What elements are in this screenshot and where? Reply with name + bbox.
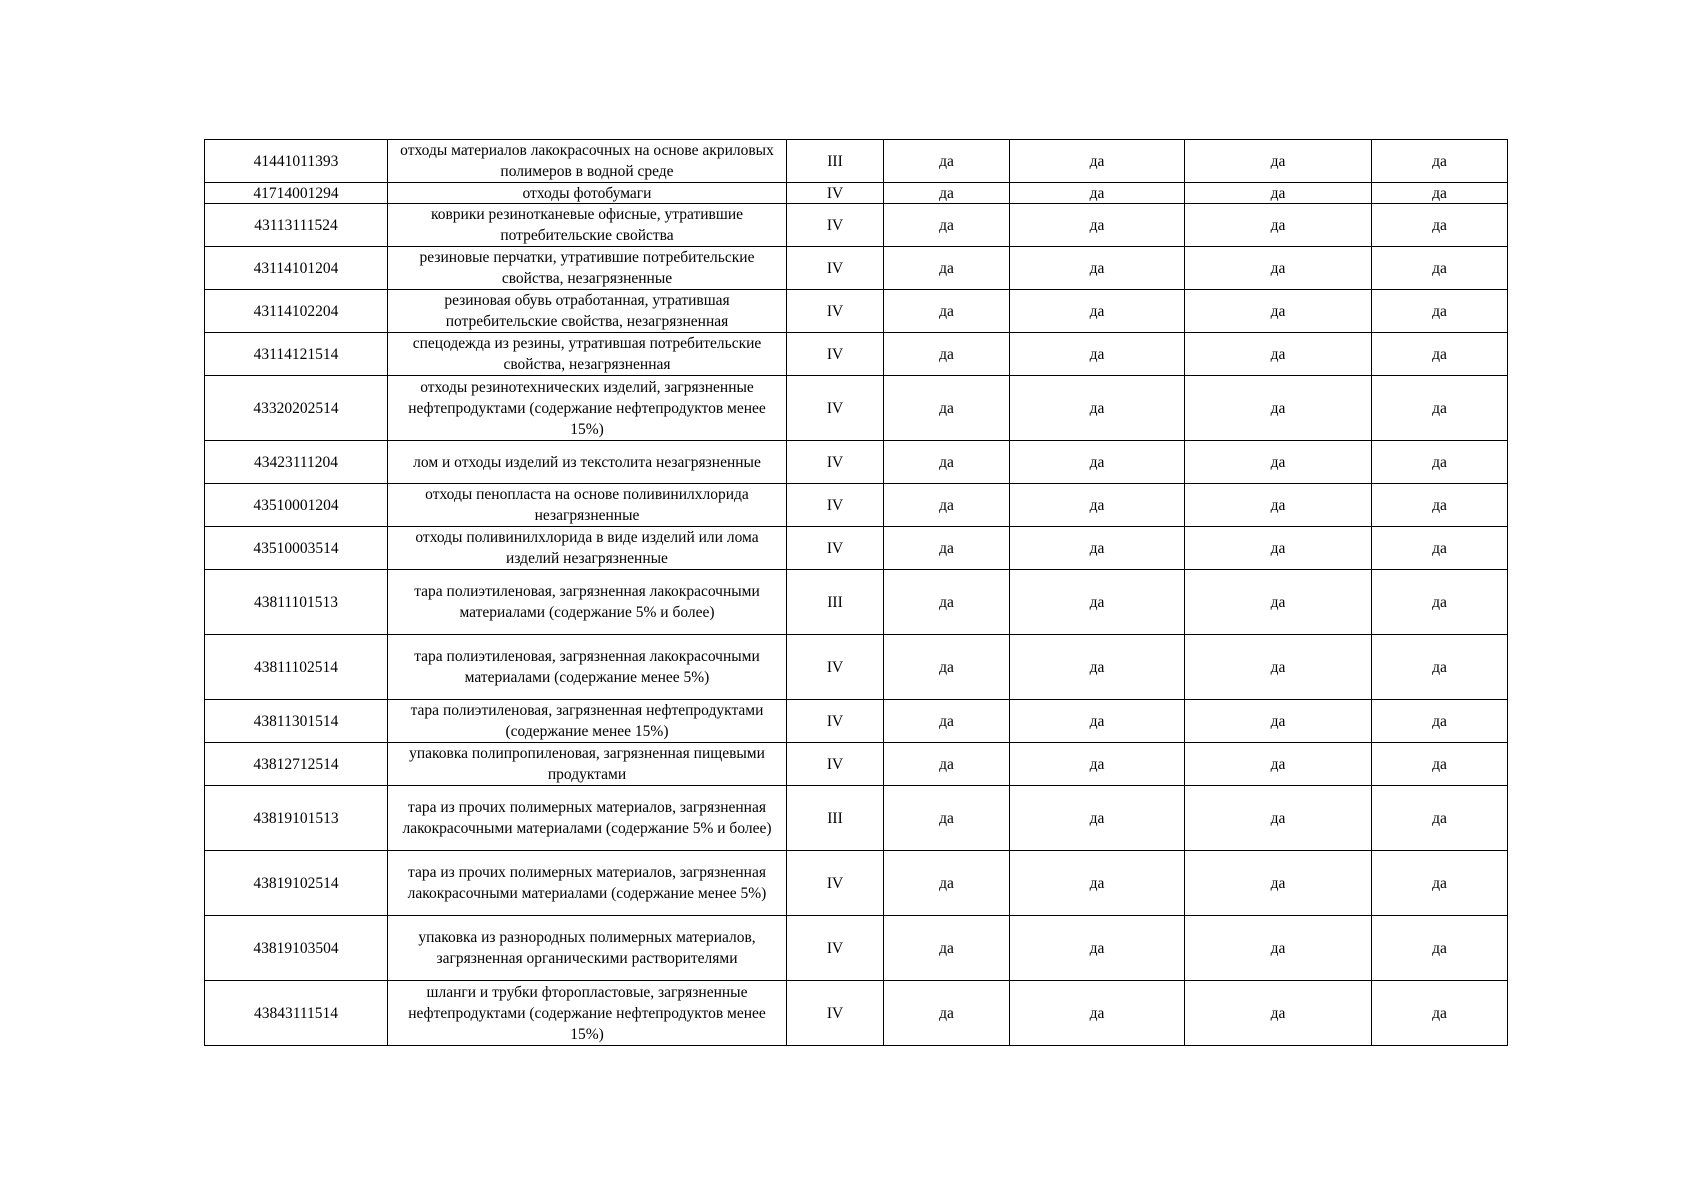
waste-name-cell: спецодежда из резины, утратившая потребительские свойства, незагрязненная	[388, 333, 787, 376]
flag-cell-4: да	[1372, 484, 1508, 527]
hazard-class-cell: IV	[787, 743, 884, 786]
hazard-class-cell: IV	[787, 635, 884, 700]
waste-code-cell: 43423111204	[205, 441, 388, 484]
waste-code-cell: 43114121514	[205, 333, 388, 376]
flag-cell-3: да	[1185, 441, 1372, 484]
flag-cell-2: да	[1010, 247, 1185, 290]
table-row	[205, 981, 1508, 1046]
hazard-class-cell: IV	[787, 290, 884, 333]
flag-cell-1: да	[884, 441, 1010, 484]
hazard-class-cell: IV	[787, 183, 884, 204]
flag-cell-2: да	[1010, 851, 1185, 916]
flag-cell-2: да	[1010, 183, 1185, 204]
flag-cell-4: да	[1372, 851, 1508, 916]
flag-cell-2: да	[1010, 204, 1185, 247]
waste-name-cell: лом и отходы изделий из текстолита незагрязненные	[388, 441, 787, 484]
table-row	[205, 376, 1508, 441]
flag-cell-3: да	[1185, 981, 1372, 1046]
flag-cell-1: да	[884, 851, 1010, 916]
flag-cell-3: да	[1185, 743, 1372, 786]
flag-cell-2: да	[1010, 484, 1185, 527]
waste-code-cell: 43114101204	[205, 247, 388, 290]
flag-cell-4: да	[1372, 981, 1508, 1046]
flag-cell-4: да	[1372, 743, 1508, 786]
waste-code-cell: 43510003514	[205, 527, 388, 570]
waste-code-cell: 43819101513	[205, 786, 388, 851]
hazard-class-cell: III	[787, 786, 884, 851]
waste-name-cell: шланги и трубки фторопластовые, загрязненные нефтепродуктами (содержание нефтепродуктов менее 15%)	[388, 981, 787, 1046]
flag-cell-3: да	[1185, 183, 1372, 204]
flag-cell-3: да	[1185, 916, 1372, 981]
table-row	[205, 441, 1508, 484]
flag-cell-4: да	[1372, 570, 1508, 635]
hazard-class-cell: IV	[787, 204, 884, 247]
flag-cell-1: да	[884, 140, 1010, 183]
waste-table	[204, 139, 1508, 1046]
flag-cell-1: да	[884, 247, 1010, 290]
hazard-class-cell: IV	[787, 527, 884, 570]
flag-cell-1: да	[884, 333, 1010, 376]
hazard-class-cell: IV	[787, 916, 884, 981]
flag-cell-4: да	[1372, 376, 1508, 441]
flag-cell-4: да	[1372, 527, 1508, 570]
flag-cell-3: да	[1185, 700, 1372, 743]
flag-cell-3: да	[1185, 851, 1372, 916]
flag-cell-1: да	[884, 743, 1010, 786]
waste-name-cell: коврики резинотканевые офисные, утратившие потребительские свойства	[388, 204, 787, 247]
table-row	[205, 527, 1508, 570]
flag-cell-3: да	[1185, 290, 1372, 333]
flag-cell-2: да	[1010, 333, 1185, 376]
flag-cell-4: да	[1372, 290, 1508, 333]
flag-cell-2: да	[1010, 290, 1185, 333]
waste-name-cell: отходы резинотехнических изделий, загрязненные нефтепродуктами (содержание нефтепродуктов менее 15%)	[388, 376, 787, 441]
table-row	[205, 140, 1508, 183]
flag-cell-1: да	[884, 786, 1010, 851]
flag-cell-2: да	[1010, 786, 1185, 851]
flag-cell-2: да	[1010, 743, 1185, 786]
waste-name-cell: тара из прочих полимерных материалов, загрязненная лакокрасочными материалами (содержание 5% и более)	[388, 786, 787, 851]
waste-name-cell: отходы поливинилхлорида в виде изделий или лома изделий незагрязненные	[388, 527, 787, 570]
waste-code-cell: 43811102514	[205, 635, 388, 700]
hazard-class-cell: III	[787, 570, 884, 635]
waste-name-cell: тара полиэтиленовая, загрязненная нефтепродуктами (содержание менее 15%)	[388, 700, 787, 743]
table-row	[205, 635, 1508, 700]
flag-cell-3: да	[1185, 376, 1372, 441]
flag-cell-2: да	[1010, 700, 1185, 743]
waste-name-cell: резиновые перчатки, утратившие потребительские свойства, незагрязненные	[388, 247, 787, 290]
flag-cell-1: да	[884, 700, 1010, 743]
flag-cell-1: да	[884, 981, 1010, 1046]
flag-cell-4: да	[1372, 183, 1508, 204]
flag-cell-1: да	[884, 635, 1010, 700]
flag-cell-2: да	[1010, 140, 1185, 183]
waste-code-cell: 43811101513	[205, 570, 388, 635]
hazard-class-cell: IV	[787, 247, 884, 290]
hazard-class-cell: IV	[787, 981, 884, 1046]
flag-cell-1: да	[884, 376, 1010, 441]
table-row	[205, 333, 1508, 376]
waste-name-cell: резиновая обувь отработанная, утратившая потребительские свойства, незагрязненная	[388, 290, 787, 333]
table-row	[205, 700, 1508, 743]
waste-name-cell: отходы фотобумаги	[388, 183, 787, 204]
hazard-class-cell: IV	[787, 700, 884, 743]
waste-name-cell: отходы материалов лакокрасочных на основе акриловых полимеров в водной среде	[388, 140, 787, 183]
table-row	[205, 204, 1508, 247]
table-row	[205, 183, 1508, 204]
flag-cell-3: да	[1185, 333, 1372, 376]
flag-cell-3: да	[1185, 140, 1372, 183]
flag-cell-4: да	[1372, 700, 1508, 743]
flag-cell-2: да	[1010, 981, 1185, 1046]
waste-code-cell: 43510001204	[205, 484, 388, 527]
waste-code-cell: 41441011393	[205, 140, 388, 183]
flag-cell-1: да	[884, 183, 1010, 204]
waste-name-cell: упаковка из разнородных полимерных материалов, загрязненная органическими растворителями	[388, 916, 787, 981]
flag-cell-3: да	[1185, 527, 1372, 570]
waste-code-cell: 43320202514	[205, 376, 388, 441]
flag-cell-2: да	[1010, 441, 1185, 484]
waste-name-cell: тара полиэтиленовая, загрязненная лакокрасочными материалами (содержание менее 5%)	[388, 635, 787, 700]
table-row	[205, 916, 1508, 981]
flag-cell-2: да	[1010, 916, 1185, 981]
flag-cell-2: да	[1010, 527, 1185, 570]
flag-cell-4: да	[1372, 204, 1508, 247]
flag-cell-2: да	[1010, 570, 1185, 635]
flag-cell-2: да	[1010, 635, 1185, 700]
flag-cell-4: да	[1372, 441, 1508, 484]
table-row	[205, 570, 1508, 635]
waste-name-cell: тара полиэтиленовая, загрязненная лакокрасочными материалами (содержание 5% и более)	[388, 570, 787, 635]
hazard-class-cell: IV	[787, 851, 884, 916]
waste-code-cell: 43812712514	[205, 743, 388, 786]
flag-cell-2: да	[1010, 376, 1185, 441]
waste-code-cell: 43819103504	[205, 916, 388, 981]
waste-code-cell: 43114102204	[205, 290, 388, 333]
hazard-class-cell: IV	[787, 484, 884, 527]
hazard-class-cell: IV	[787, 333, 884, 376]
waste-code-cell: 41714001294	[205, 183, 388, 204]
table-row	[205, 851, 1508, 916]
waste-name-cell: тара из прочих полимерных материалов, загрязненная лакокрасочными материалами (содержание менее 5%)	[388, 851, 787, 916]
waste-code-cell: 43113111524	[205, 204, 388, 247]
flag-cell-1: да	[884, 484, 1010, 527]
hazard-class-cell: IV	[787, 441, 884, 484]
flag-cell-3: да	[1185, 204, 1372, 247]
waste-table-body	[205, 140, 1508, 1046]
flag-cell-1: да	[884, 204, 1010, 247]
waste-name-cell: отходы пенопласта на основе поливинилхлорида незагрязненные	[388, 484, 787, 527]
flag-cell-3: да	[1185, 484, 1372, 527]
flag-cell-3: да	[1185, 635, 1372, 700]
flag-cell-3: да	[1185, 570, 1372, 635]
waste-code-cell: 43811301514	[205, 700, 388, 743]
waste-name-cell: упаковка полипропиленовая, загрязненная пищевыми продуктами	[388, 743, 787, 786]
flag-cell-1: да	[884, 290, 1010, 333]
flag-cell-1: да	[884, 570, 1010, 635]
flag-cell-3: да	[1185, 786, 1372, 851]
flag-cell-4: да	[1372, 635, 1508, 700]
table-row	[205, 743, 1508, 786]
table-row	[205, 247, 1508, 290]
flag-cell-3: да	[1185, 247, 1372, 290]
hazard-class-cell: III	[787, 140, 884, 183]
flag-cell-4: да	[1372, 247, 1508, 290]
table-row	[205, 786, 1508, 851]
flag-cell-4: да	[1372, 786, 1508, 851]
table-row	[205, 484, 1508, 527]
flag-cell-4: да	[1372, 333, 1508, 376]
waste-code-cell: 43843111514	[205, 981, 388, 1046]
flag-cell-4: да	[1372, 916, 1508, 981]
waste-code-cell: 43819102514	[205, 851, 388, 916]
table-row	[205, 290, 1508, 333]
hazard-class-cell: IV	[787, 376, 884, 441]
flag-cell-1: да	[884, 916, 1010, 981]
flag-cell-4: да	[1372, 140, 1508, 183]
flag-cell-1: да	[884, 527, 1010, 570]
